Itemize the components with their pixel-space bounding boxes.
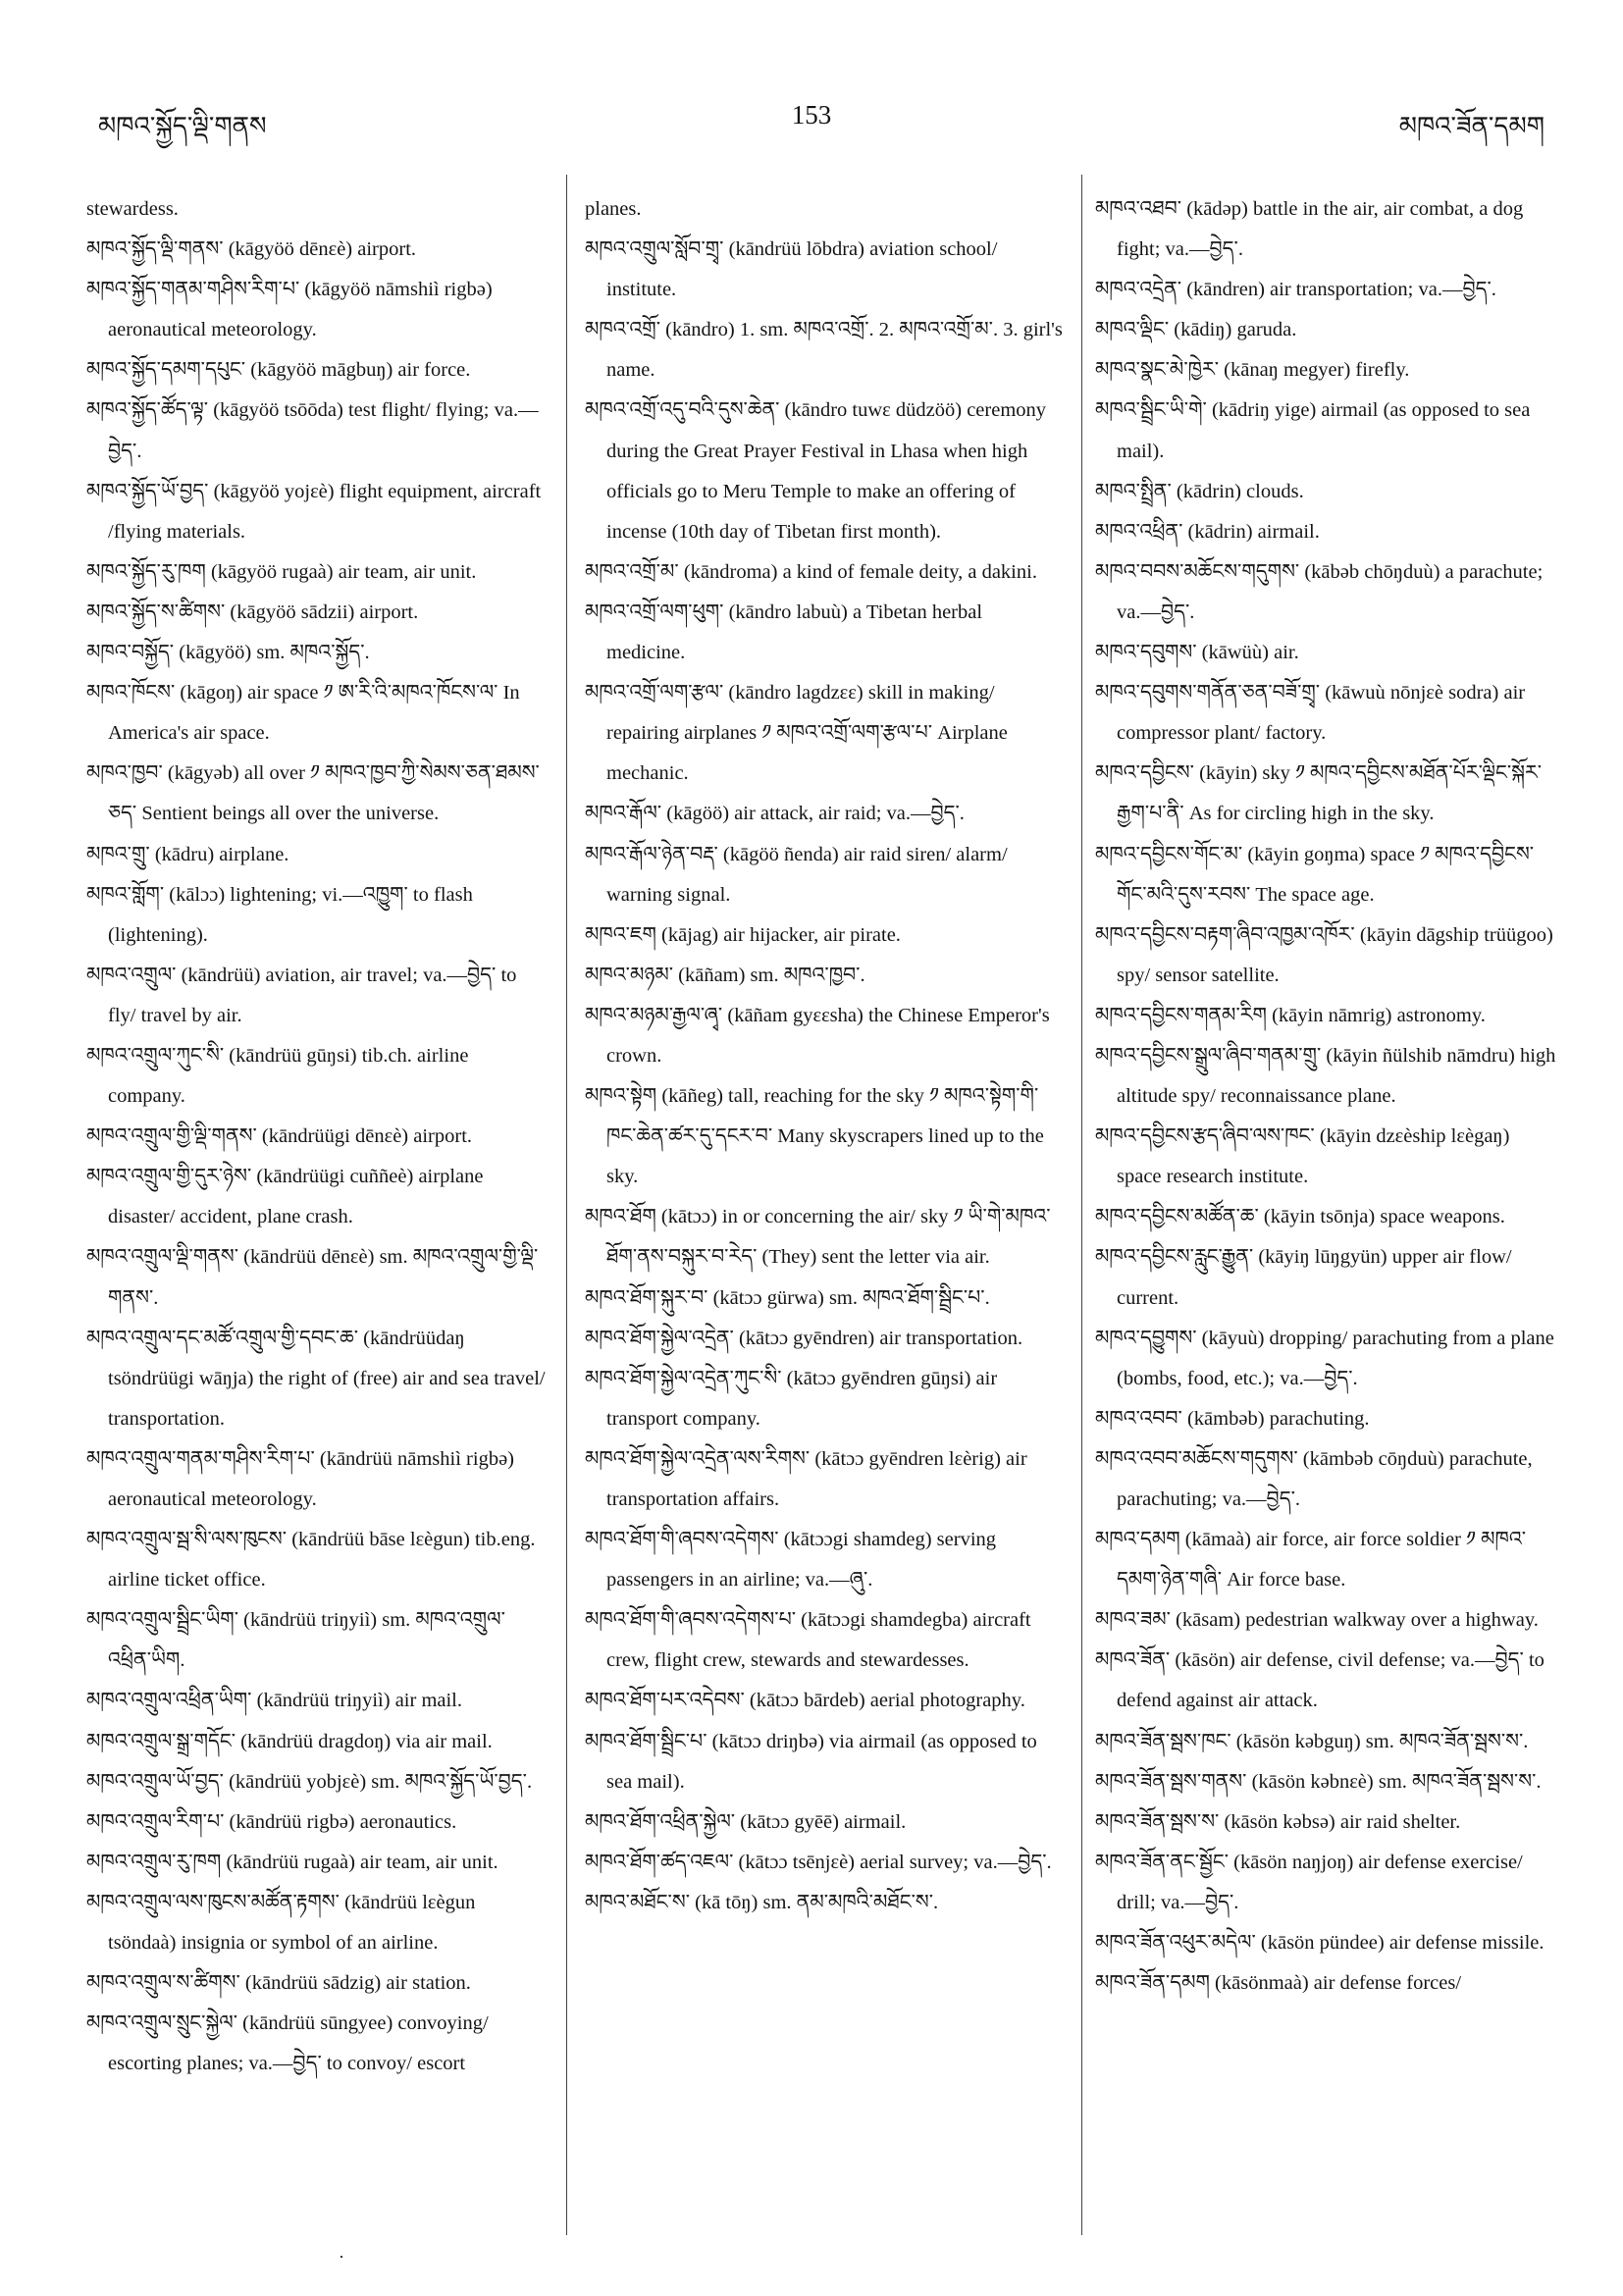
column-2 bbox=[585, 189, 1066, 1923]
dictionary-entry: མཁའ་བབས་མཆོངས་གདུགས་ (kābəb chōŋduù) a parachute; va.—བྱེད་. bbox=[1095, 560, 1544, 623]
dictionary-entry: མཁའ་རྒོལ་ཉེན་བརྡ་ (kāgöö ñenda) air raid siren/ alarm/ warning signal. bbox=[585, 843, 1008, 906]
dictionary-entry: མཁའ་སྐྱོད་གནམ་གཤིས་རིག་པ་ (kāgyöö nāmshiì rigbə) aeronautical meteorology. bbox=[86, 279, 493, 341]
dictionary-entry: མཁའ་འགྲུལ་སྦྲིང་ཡིག་ (kāndrüü triŋyiì) sm. མཁའ་འགྲུལ་འཕྲིན་ཡིག. bbox=[86, 1609, 505, 1672]
dictionary-entry: མཁའ་སྐྱོད་ལྡི་གནས་ (kāgyöö dēnεè) airport. bbox=[86, 238, 417, 261]
dictionary-entry: planes. bbox=[585, 198, 642, 220]
dictionary-entry: མཁའ་ཇག (kājag) air hijacker, air pirate. bbox=[585, 923, 901, 946]
dictionary-entry: མཁའ་གྲུ་ (kādru) airplane. bbox=[86, 843, 289, 865]
dictionary-entry: མཁའ་འགྲུལ་ལྡི་གནས་ (kāndrüü dēnεè) sm. མཁའ་འགྲུལ་གྱི་ལྡི་གནས་. bbox=[86, 1246, 539, 1309]
dictionary-entry: མཁའ་ཐོག་སྐུར་བ་ (kātɔɔ gürwa) sm. མཁའ་ཐོག་སྦྲིང་པ་. bbox=[585, 1286, 990, 1309]
dictionary-entry: མཁའ་ཁོངས་ (kāgoŋ) air space ༡ ཨ་རི་འི་མཁའ་ཁོངས་ལ་ In America's air space. bbox=[86, 682, 520, 745]
dictionary-entry: མཁའ་འགྲུལ་ལས་ཁུངས་མཚོན་རྟགས་ (kāndrüü lεègun tsöndaà) insignia or symbol of an airline. bbox=[86, 1891, 476, 1955]
dictionary-entry: མཁའ་དབྱིངས་རྩད་ཞིབ་ལས་ཁང་ (kāyin dzεèship lεègaŋ) space research institute. bbox=[1095, 1125, 1510, 1188]
dictionary-entry: མཁའ་སྐྱོད་ས་ཚིགས་ (kāgyöö sādzii) airport. bbox=[86, 600, 419, 623]
dictionary-entry: མཁའ་འགྲུལ་ཀུང་སི་ (kāndrüü gūŋsi) tib.ch. airline company. bbox=[86, 1044, 469, 1108]
dictionary-entry: མཁའ་འགྲུལ་གནམ་གཤིས་རིག་པ་ (kāndrüü nāmshiì rigbə) aeronautical meteorology. bbox=[86, 1447, 514, 1510]
dictionary-entry: མཁའ་དབྱིངས་རླུང་རྒྱུན་ (kāyiŋ lūŋgyün) upper air flow/ current. bbox=[1095, 1246, 1512, 1309]
running-head-left: མཁའ་སྐྱོད་ལྡི་གནས bbox=[98, 112, 267, 140]
dictionary-entry: མཁའ་མཉམ་རྒྱལ་ཞྭ་ (kāñam gyεεsha) the Chinese Emperor's crown. bbox=[585, 1004, 1050, 1067]
dictionary-entry: མཁའ་འགྲུལ་དང་མཚོ་འགྲུལ་གྱི་དབང་ཆ་ (kāndrüüdaŋ tsöndrüügi wāŋja) the right of (free) air and sea travel/ transportation. bbox=[86, 1327, 546, 1430]
dictionary-entry: མཁའ་འགྲོ་ (kāndro) 1. sm. མཁའ་འགྲོ་. 2. མཁའ་འགྲོ་མ་. 3. girl's name. bbox=[585, 319, 1063, 382]
dictionary-entry: མཁའ་གློག་ (kālɔɔ) lightening; vi.—འཁྱུག་ to flash (lightening). bbox=[86, 883, 473, 946]
dictionary-entry: མཁའ་ཐོག (kātɔɔ) in or concerning the air/ sky ༡ ཡི་གེ་མཁའ་ཐོག་ནས་བསྐུར་བ་རེད་ (They) sent the letter via air. bbox=[585, 1206, 1051, 1269]
dictionary-entry: མཁའ་འགྲུལ་རུ་ཁག (kāndrüü rugaà) air team, air unit. bbox=[86, 1851, 498, 1873]
dictionary-entry: མཁའ་འགྲུལ་སྦ་སི་ལས་ཁུངས་ (kāndrüü bāse lεègun) tib.eng. airline ticket office. bbox=[86, 1529, 536, 1592]
dictionary-entry: མཁའ་ཟོན་སྦས་ཁང་ (kāsön kəbguŋ) sm. མཁའ་ཟོན་སྦས་ས་. bbox=[1095, 1730, 1529, 1752]
dictionary-entry: མཁའ་ཐོག་སྐྱེལ་འདྲེན་ལས་རིགས་ (kātɔɔ gyēndren lεèrig) air transportation affairs. bbox=[585, 1447, 1027, 1510]
dictionary-entry: མཁའ་འཕྲིན་ (kādrin) airmail. bbox=[1095, 520, 1320, 543]
dictionary-entry: མཁའ་འགྲུལ་འཕྲིན་ཡིག་ (kāndrüü triŋyiì) air mail. bbox=[86, 1690, 462, 1712]
dictionary-entry: མཁའ་དབྱིངས་བརྟག་ཞིབ་འཁྱམ་འཁོར་ (kāyin dāgship trüügoo) spy/ sensor satellite. bbox=[1095, 923, 1553, 986]
dictionary-entry: མཁའ་མཉམ་ (kāñam) sm. མཁའ་ཁྱབ་. bbox=[585, 964, 865, 986]
column-divider-2 bbox=[1081, 175, 1082, 2235]
dictionary-entry: མཁའ་རྒོལ་ (kāgöö) air attack, air raid; va.—བྱེད་. bbox=[585, 803, 965, 825]
dictionary-entry: མཁའ་ཟོན་སྦས་ས་ (kāsön kəbsə) air raid shelter. bbox=[1095, 1810, 1461, 1833]
dictionary-entry: མཁའ་འགྲུལ་སློབ་གྲྭ་ (kāndrüü lōbdra) aviation school/ institute. bbox=[585, 238, 998, 301]
dictionary-entry: མཁའ་ཟམ་ (kāsam) pedestrian walkway over a highway. bbox=[1095, 1609, 1539, 1632]
dictionary-entry: མཁའ་དབུགས་གནོན་ཅན་བཟོ་གྲྭ་ (kāwuù nōnjεè sodra) air compressor plant/ factory. bbox=[1095, 682, 1526, 745]
dictionary-entry: མཁའ་ཐོག་ཚད་འཇལ་ (kātɔɔ tsēnjεè) aerial survey; va.—བྱེད་. bbox=[585, 1851, 1052, 1873]
dictionary-entry: མཁའ་སྐྱོད་ཡོ་བྱད་ (kāgyöö yojεè) flight equipment, aircraft /flying materials. bbox=[86, 480, 542, 543]
dictionary-entry: མཁའ་འགྲུལ་ཡོ་བྱད་ (kāndrüü yobjεè) sm. མཁའ་སྐྱོད་ཡོ་བྱད་. bbox=[86, 1770, 533, 1793]
dictionary-entry: མཁའ་སྐྱོད་ཚོད་ལྟ་ (kāgyöö tsōōda) test flight/ flying; va.—བྱེད་. bbox=[86, 399, 539, 462]
dictionary-entry: མཁའ་བསྐྱོད་ (kāgyöö) sm. མཁའ་སྐྱོད་. bbox=[86, 642, 370, 664]
dictionary-entry: མཁའ་ཟོན་ནང་སྦྱོང་ (kāsön naŋjoŋ) air defense exercise/ drill; va.—བྱེད་. bbox=[1095, 1851, 1523, 1913]
dictionary-entry: མཁའ་ཐོག་འཕྲིན་སྐྱེལ་ (kātɔɔ gyēē) airmail. bbox=[585, 1810, 907, 1833]
dictionary-entry: མཁའ་འགྲུལ་སྲུང་སྐྱེལ་ (kāndrüü sūngyee) convoying/ escorting planes; va.—བྱེད་ to convoy/ escort bbox=[86, 2012, 489, 2075]
dictionary-entry: མཁའ་དབྱིངས་གོང་མ་ (kāyin goŋma) space ༡ མཁའ་དབྱིངས་གོང་མའི་དུས་རབས་ The space age. bbox=[1095, 843, 1535, 906]
column-divider-1 bbox=[566, 175, 567, 2235]
dictionary-entry: མཁའ་དབྱིངས་ (kāyin) sky ༡ མཁའ་དབྱིངས་མཐོན་པོར་ལྡིང་སྐོར་རྒྱག་པ་ནི་ As for circling high in the sky. bbox=[1095, 762, 1543, 825]
dictionary-entry: མཁའ་ཐོག་གི་ཞབས་འདེགས་པ་ (kātɔɔgi shamdegba) aircraft crew, flight crew, stewards and stewardesses. bbox=[585, 1609, 1031, 1672]
dictionary-entry: མཁའ་འགྲོ་ལག་རྩལ་ (kāndro lagdzεε) skill in making/ repairing airplanes ༡ མཁའ་འགྲོ་ལག་རྩལ་པ་ Airplane mechanic. bbox=[585, 682, 1008, 785]
dictionary-entry: མཁའ་སྣང་མེ་ཁྱེར་ (kānaŋ megyer) firefly. bbox=[1095, 359, 1410, 382]
dictionary-entry: མཁའ་ཐོག་སྐྱེལ་འདྲེན་ཀུང་སི་ (kātɔɔ gyēndren gūŋsi) air transport company. bbox=[585, 1367, 998, 1430]
dictionary-entry: མཁའ་འགྲུལ་ (kāndrüü) aviation, air travel; va.—བྱེད་ to fly/ travel by air. bbox=[86, 964, 517, 1026]
dictionary-entry: མཁའ་ཐོག་གི་ཞབས་འདེགས་ (kātɔɔgi shamdeg) serving passengers in an airline; va.—ཞུ་. bbox=[585, 1529, 997, 1592]
dictionary-entry: མཁའ་སྐྱོད་དམག་དཔུང་ (kāgyöö māgbuŋ) air force. bbox=[86, 359, 471, 382]
dictionary-entry: མཁའ་ཟོན་འཕུར་མདེལ་ (kāsön pündee) air defense missile. bbox=[1095, 1932, 1544, 1955]
dictionary-entry: མཁའ་འགྲུལ་གྱི་ལྡི་གནས་ (kāndrüügi dēnεè) airport. bbox=[86, 1125, 473, 1148]
dictionary-entry: མཁའ་ལྡིང་ (kādiŋ) garuda. bbox=[1095, 319, 1297, 341]
dictionary-entry: stewardess. bbox=[86, 198, 179, 220]
dictionary-entry: མཁའ་ཟོན་སྦས་གནས་ (kāsön kəbnεè) sm. མཁའ་ཟོན་སྦས་ས་. bbox=[1095, 1770, 1542, 1793]
dictionary-entry: མཁའ་དབྱིངས་གནམ་རིག (kāyin nāmrig) astronomy. bbox=[1095, 1004, 1486, 1026]
dictionary-entry: མཁའ་ཟོན་དམག (kāsönmaà) air defense forces/ bbox=[1095, 1972, 1462, 1995]
page-number: 153 bbox=[791, 100, 832, 130]
dictionary-entry: མཁའ་འབབ་ (kāmbəb) parachuting. bbox=[1095, 1407, 1370, 1430]
column-3 bbox=[1095, 189, 1556, 2004]
dictionary-entry: མཁའ་འགྲུལ་སྒྲ་གདོང་ (kāndrüü dragdoŋ) via air mail. bbox=[86, 1730, 493, 1752]
dictionary-entry: མཁའ་དབྱིངས་མཚོན་ཆ་ (kāyin tsōnja) space weapons. bbox=[1095, 1206, 1505, 1228]
dictionary-entry: མཁའ་མཐོང་ས་ (kā tōŋ) sm. ནམ་མཁའི་མཐོང་ས་. bbox=[585, 1891, 939, 1913]
dictionary-entry: མཁའ་ཐོག་སྐྱེལ་འདྲེན་ (kātɔɔ gyēndren) air transportation. bbox=[585, 1327, 1023, 1349]
dictionary-entry: མཁའ་སྦྲིང་ཡི་གེ་ (kādriŋ yige) airmail (as opposed to sea mail). bbox=[1095, 399, 1531, 462]
dictionary-entry: མཁའ་འགྲོ་ལག་ཕུག་ (kāndro labuù) a Tibetan herbal medicine. bbox=[585, 600, 983, 664]
dictionary-entry: མཁའ་དབུགས་ (kāwüù) air. bbox=[1095, 642, 1299, 664]
dictionary-entry: མཁའ་སྤྲིན་ (kādrin) clouds. bbox=[1095, 480, 1304, 502]
dictionary-entry: མཁའ་ཟོན་ (kāsön) air defense, civil defense; va.—བྱེད་ to defend against air attack. bbox=[1095, 1649, 1544, 1712]
dictionary-entry: མཁའ་འགྲོ་མ་ (kāndroma) a kind of female deity, a dakini. bbox=[585, 560, 1037, 583]
dictionary-entry: མཁའ་ཐོག་པར་འདེབས་ (kātɔɔ bārdeb) aerial photography. bbox=[585, 1690, 1025, 1712]
dictionary-entry: མཁའ་འབབ་མཆོངས་གདུགས་ (kāmbəb cōŋduù) parachute, parachuting; va.—བྱེད་. bbox=[1095, 1447, 1533, 1510]
running-head-right: མཁའ་ཟོན་དམག bbox=[1398, 112, 1544, 140]
dictionary-entry: མཁའ་འགྲུལ་ས་ཚིགས་ (kāndrüü sādzig) air station. bbox=[86, 1972, 471, 1995]
dictionary-entry: མཁའ་ཐོག་སྦྲིང་པ་ (kātɔɔ driŋbə) via airmail (as opposed to sea mail). bbox=[585, 1730, 1037, 1793]
column-1 bbox=[86, 189, 548, 2084]
dictionary-entry: མཁའ་ཁྱབ་ (kāgyəb) all over ༡ མཁའ་ཁྱབ་ཀྱི་སེམས་ཅན་ཐམས་ཅད་ Sentient beings all over the universe. bbox=[86, 762, 540, 825]
dictionary-entry: མཁའ་དབྱིངས་སྒྲུལ་ཞིབ་གནམ་གྲུ་ (kāyin ñülshib nāmdru) high altitude spy/ reconnaissance plane. bbox=[1095, 1044, 1556, 1108]
dictionary-entry: མཁའ་འདྲེན་ (kāndren) air transportation; va.—བྱེད་. bbox=[1095, 279, 1496, 301]
dictionary-entry: མཁའ་འགྲུལ་རིག་པ་ (kāndrüü rigbə) aeronautics. bbox=[86, 1810, 457, 1833]
footer-mark: · bbox=[339, 2247, 344, 2267]
dictionary-entry: མཁའ་འགྲོ་འདུ་བའི་དུས་ཆེན་ (kāndro tuwε düdzöö) ceremony during the Great Prayer Festival in Lhasa when high officials go to Meru Temple to make an offering of incense (10th day of Tibetan first month). bbox=[585, 399, 1047, 543]
dictionary-entry: མཁའ་དམག (kāmaà) air force, air force soldier ༡ མཁའ་དམག་ཉེན་གཞི་ Air force base. bbox=[1095, 1529, 1527, 1592]
dictionary-entry: མཁའ་སྐྱོད་རུ་ཁག (kāgyöö rugaà) air team, air unit. bbox=[86, 560, 477, 583]
dictionary-entry: མཁའ་དབྱུགས་ (kāyuù) dropping/ parachuting from a plane (bombs, food, etc.); va.—བྱེད་. bbox=[1095, 1327, 1554, 1389]
dictionary-entry: མཁའ་འཐབ་ (kādəp) battle in the air, air combat, a dog fight; va.—བྱེད་. bbox=[1095, 198, 1524, 261]
dictionary-entry: མཁའ་སྟེག (kāñeg) tall, reaching for the sky ༡ མཁའ་སྟེག་གི་ཁང་ཆེན་ཚར་དུ་དངར་བ་ Many skyscrapers lined up to the sky. bbox=[585, 1085, 1044, 1188]
dictionary-entry: མཁའ་འགྲུལ་གྱི་དུར་ཉེས་ (kāndrüügi cuññeè) airplane disaster/ accident, plane crash. bbox=[86, 1166, 484, 1228]
